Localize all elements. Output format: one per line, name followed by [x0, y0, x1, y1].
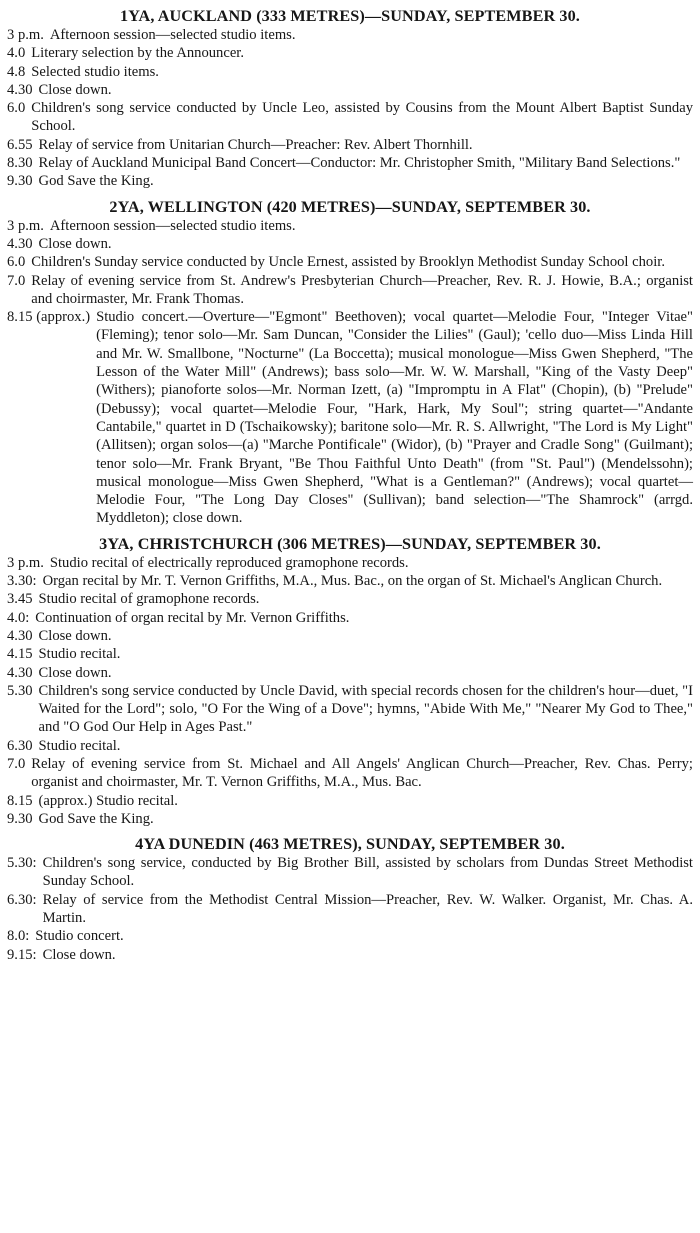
programme-entry: [7, 99, 693, 136]
programme-entry: [7, 645, 693, 663]
station-2ya: [7, 197, 693, 528]
entry-text: Afternoon session—selected studio items.: [49, 27, 296, 43]
entry-text: God Save the King.: [38, 810, 154, 827]
entry-text: Relay of Auckland Municipal Band Concert—Conductor: Mr. Christopher Smith, "Military Band Selections.": [38, 155, 681, 172]
programme-entry: [7, 308, 693, 528]
entry-text: Relay of service from Unitarian Church—Preacher: Rev. Albert Thornhill.: [38, 136, 473, 153]
entry-time: 4.30: [7, 664, 33, 681]
entry-text: Studio concert.—Overture—"Egmont" Beethoven); vocal quartet—Melodie Four, "Integer Vitae" (Fleming); tenor solo—Mr. Sam Duncan, "Consider the Lilies" (Gaul); 'cello duo—Miss Linda Hill and Mr. W. Smallbone, "Nocturne" (La Boccetta); musical monologue—Miss Gwen Shepherd, "The Lesson of the Water Mill" (Andrews); bass solo—Mr. W. W. Marshall, "King of the Vasty Deep" (Withers); pianoforte solos—Mr. Norman Izett, (a) "Impromptu in A Flat" (Chopin), (b) "Prelude" (Debussy); vocal quartet—Melodie Four, "Hark, Hark, My Soul"; string quartet—"Andante Cantabile," quartet in D (Tschaikowsky); baritone solo—Mr. R. S. Allwright, "The Lord is My Light" (Allitsen); organ solos—(a) "Marche Pontificale" (Widor), (b) "Prayer and Cradle Song" (Guilmant); tenor solo—Mr. Frank Bryant, "Be Thou Faithful Unto Death" (from "St. Paul") (Mendelssohn); musical monologue—Miss Gwen Shepherd, "What is a Gentleman?" (Andrews); vocal quartet—Melodie Four, "The Long Day Closes" (Sullivan); band selection—"The Shamrock" (arrgd. Myddleton); close down.: [96, 309, 693, 527]
station-4ya: [7, 834, 693, 964]
entry-time: 6.30:: [7, 891, 37, 908]
entry-text: Children's song service, conducted by Big Brother Bill, assisted by scholars from Dundas Street Methodist Sunday School.: [42, 855, 693, 890]
entry-time: 5.30: [7, 682, 33, 699]
entry-text: Close down.: [38, 235, 112, 252]
entry-text: Selected studio items.: [31, 63, 159, 80]
entry-time: 4.30: [7, 81, 33, 98]
programme-entry: [7, 590, 693, 608]
entry-text: Studio recital of electrically reproduced gramophone records.: [49, 554, 409, 571]
station-3ya: [7, 534, 693, 828]
programme-entry: [7, 217, 693, 235]
entry-text: Children's song service conducted by Uncle David, with special records chosen for the children's hour—duet, "I Waited for the Lord"; solo, "O For the Wing of a Dove"; hymns, "Abide With Me," "Nearer My God to Thee," and "O God Our Help in Ages Past.": [38, 682, 693, 736]
entry-time: 8.15: [7, 792, 33, 809]
programme-entry: [7, 854, 693, 891]
programme-entry: [7, 81, 693, 99]
entry-time: 8.30: [7, 155, 33, 172]
entry-text: Studio recital.: [38, 737, 121, 754]
programme-entry: [7, 572, 693, 590]
station-title: 4YA DUNEDIN (463 METRES), SUNDAY, SEPTEMBER 30.: [135, 835, 565, 854]
programme-entry: [7, 272, 693, 309]
entry-text: Children's Sunday service conducted by Uncle Ernest, assisted by Brooklyn Methodist Sunday School choir.: [31, 254, 665, 271]
entry-time: 7.0: [7, 272, 26, 289]
entry-time: 3.45: [7, 591, 33, 608]
programme-entry: [7, 664, 693, 682]
entry-time: 7.0: [7, 755, 26, 772]
entry-text: Studio recital of gramophone records.: [38, 591, 260, 608]
entry-text: Continuation of organ recital by Mr. Vernon Griffiths.: [35, 609, 350, 626]
entry-text: Relay of evening service from St. Michael and All Angels' Anglican Church—Preacher, Rev. Chas. Perry; organist and choirmaster, Mr. T. Vernon Griffiths, M.A., Mus. Bac.: [31, 755, 693, 791]
entry-time: 3 p.m.: [7, 217, 44, 234]
entry-time: 8.0:: [7, 928, 30, 945]
entry-text: Close down.: [38, 627, 112, 644]
programme-entry: [7, 792, 693, 810]
entry-time: 4.30: [7, 235, 33, 252]
station-title: 1YA, AUCKLAND (333 METRES)—SUNDAY, SEPTEMBER 30.: [120, 7, 580, 25]
entry-time: 6.30: [7, 737, 33, 754]
entry-time: 3 p.m.: [7, 554, 44, 571]
entry-text: Close down.: [38, 664, 112, 681]
station-1ya: [7, 6, 693, 191]
entry-text: Relay of evening service from St. Andrew's Presbyterian Church—Preacher, Rev. R. J. Howie, B.A.; organist and choirmaster, Mr. Frank Thomas.: [31, 272, 693, 307]
entry-time: 4.0:: [7, 609, 30, 626]
entry-text: Children's song service conducted by Uncle Leo, assisted by Cousins from the Mount Albert Baptist Sunday School.: [31, 100, 693, 135]
entry-time: 6.0: [7, 254, 26, 271]
entry-text: Literary selection by the Announcer.: [31, 45, 245, 62]
entry-text: Close down.: [42, 946, 116, 963]
programme-entry: [7, 627, 693, 645]
entry-time: 3 p.m.: [7, 27, 44, 43]
programme-entry: [7, 554, 693, 572]
entry-text: Organ recital by Mr. T. Vernon Griffiths, M.A., Mus. Bac., on the organ of St. Michael's Anglican Church.: [42, 573, 663, 590]
entry-time: 4.0: [7, 45, 26, 62]
programme-entry: [7, 927, 693, 945]
programme-entry: [7, 891, 693, 928]
programme-entry: [7, 172, 693, 190]
programme-entry: [7, 755, 693, 792]
entry-time: 4.8: [7, 63, 26, 80]
programme-entry: [7, 810, 693, 828]
entry-text: Studio concert.: [35, 928, 124, 945]
entry-text: God Save the King.: [38, 173, 154, 190]
entry-text: Afternoon session—selected studio items.: [49, 217, 296, 234]
programme-entry: [7, 154, 693, 172]
entry-time: 9.30: [7, 810, 33, 827]
entry-time: 9.15:: [7, 946, 37, 963]
programme-entry: [7, 26, 693, 44]
entry-time: 5.30:: [7, 855, 37, 872]
entry-text: Studio recital.: [38, 646, 121, 663]
entry-time: 6.0: [7, 100, 26, 117]
programme-entry: [7, 946, 693, 964]
programme-entry: [7, 609, 693, 627]
programme-entry: [7, 63, 693, 81]
entry-time: 3.30:: [7, 573, 37, 590]
programme-entry: [7, 235, 693, 253]
programme-entry: [7, 44, 693, 62]
programme-entry: [7, 737, 693, 755]
entry-time: 6.55: [7, 136, 33, 153]
entry-time: 9.30: [7, 173, 33, 190]
entry-time: 4.30: [7, 627, 33, 644]
station-title: 2YA, WELLINGTON (420 METRES)—SUNDAY, SEPTEMBER 30.: [109, 197, 591, 216]
programme-entry: [7, 682, 693, 737]
entry-text: Relay of service from the Methodist Central Mission—Preacher, Rev. W. Walker. Organist, Mr. Chas. A. Martin.: [42, 891, 693, 927]
programme-entry: [7, 253, 693, 271]
entry-time: 4.15: [7, 646, 33, 663]
programme-entry: [7, 136, 693, 154]
entry-text: (approx.) Studio recital.: [38, 792, 178, 809]
entry-text: Close down.: [38, 81, 112, 98]
station-title: 3YA, CHRISTCHURCH (306 METRES)—SUNDAY, SEPTEMBER 30.: [99, 534, 601, 553]
entry-time: 8.15 (approx.): [7, 309, 91, 326]
